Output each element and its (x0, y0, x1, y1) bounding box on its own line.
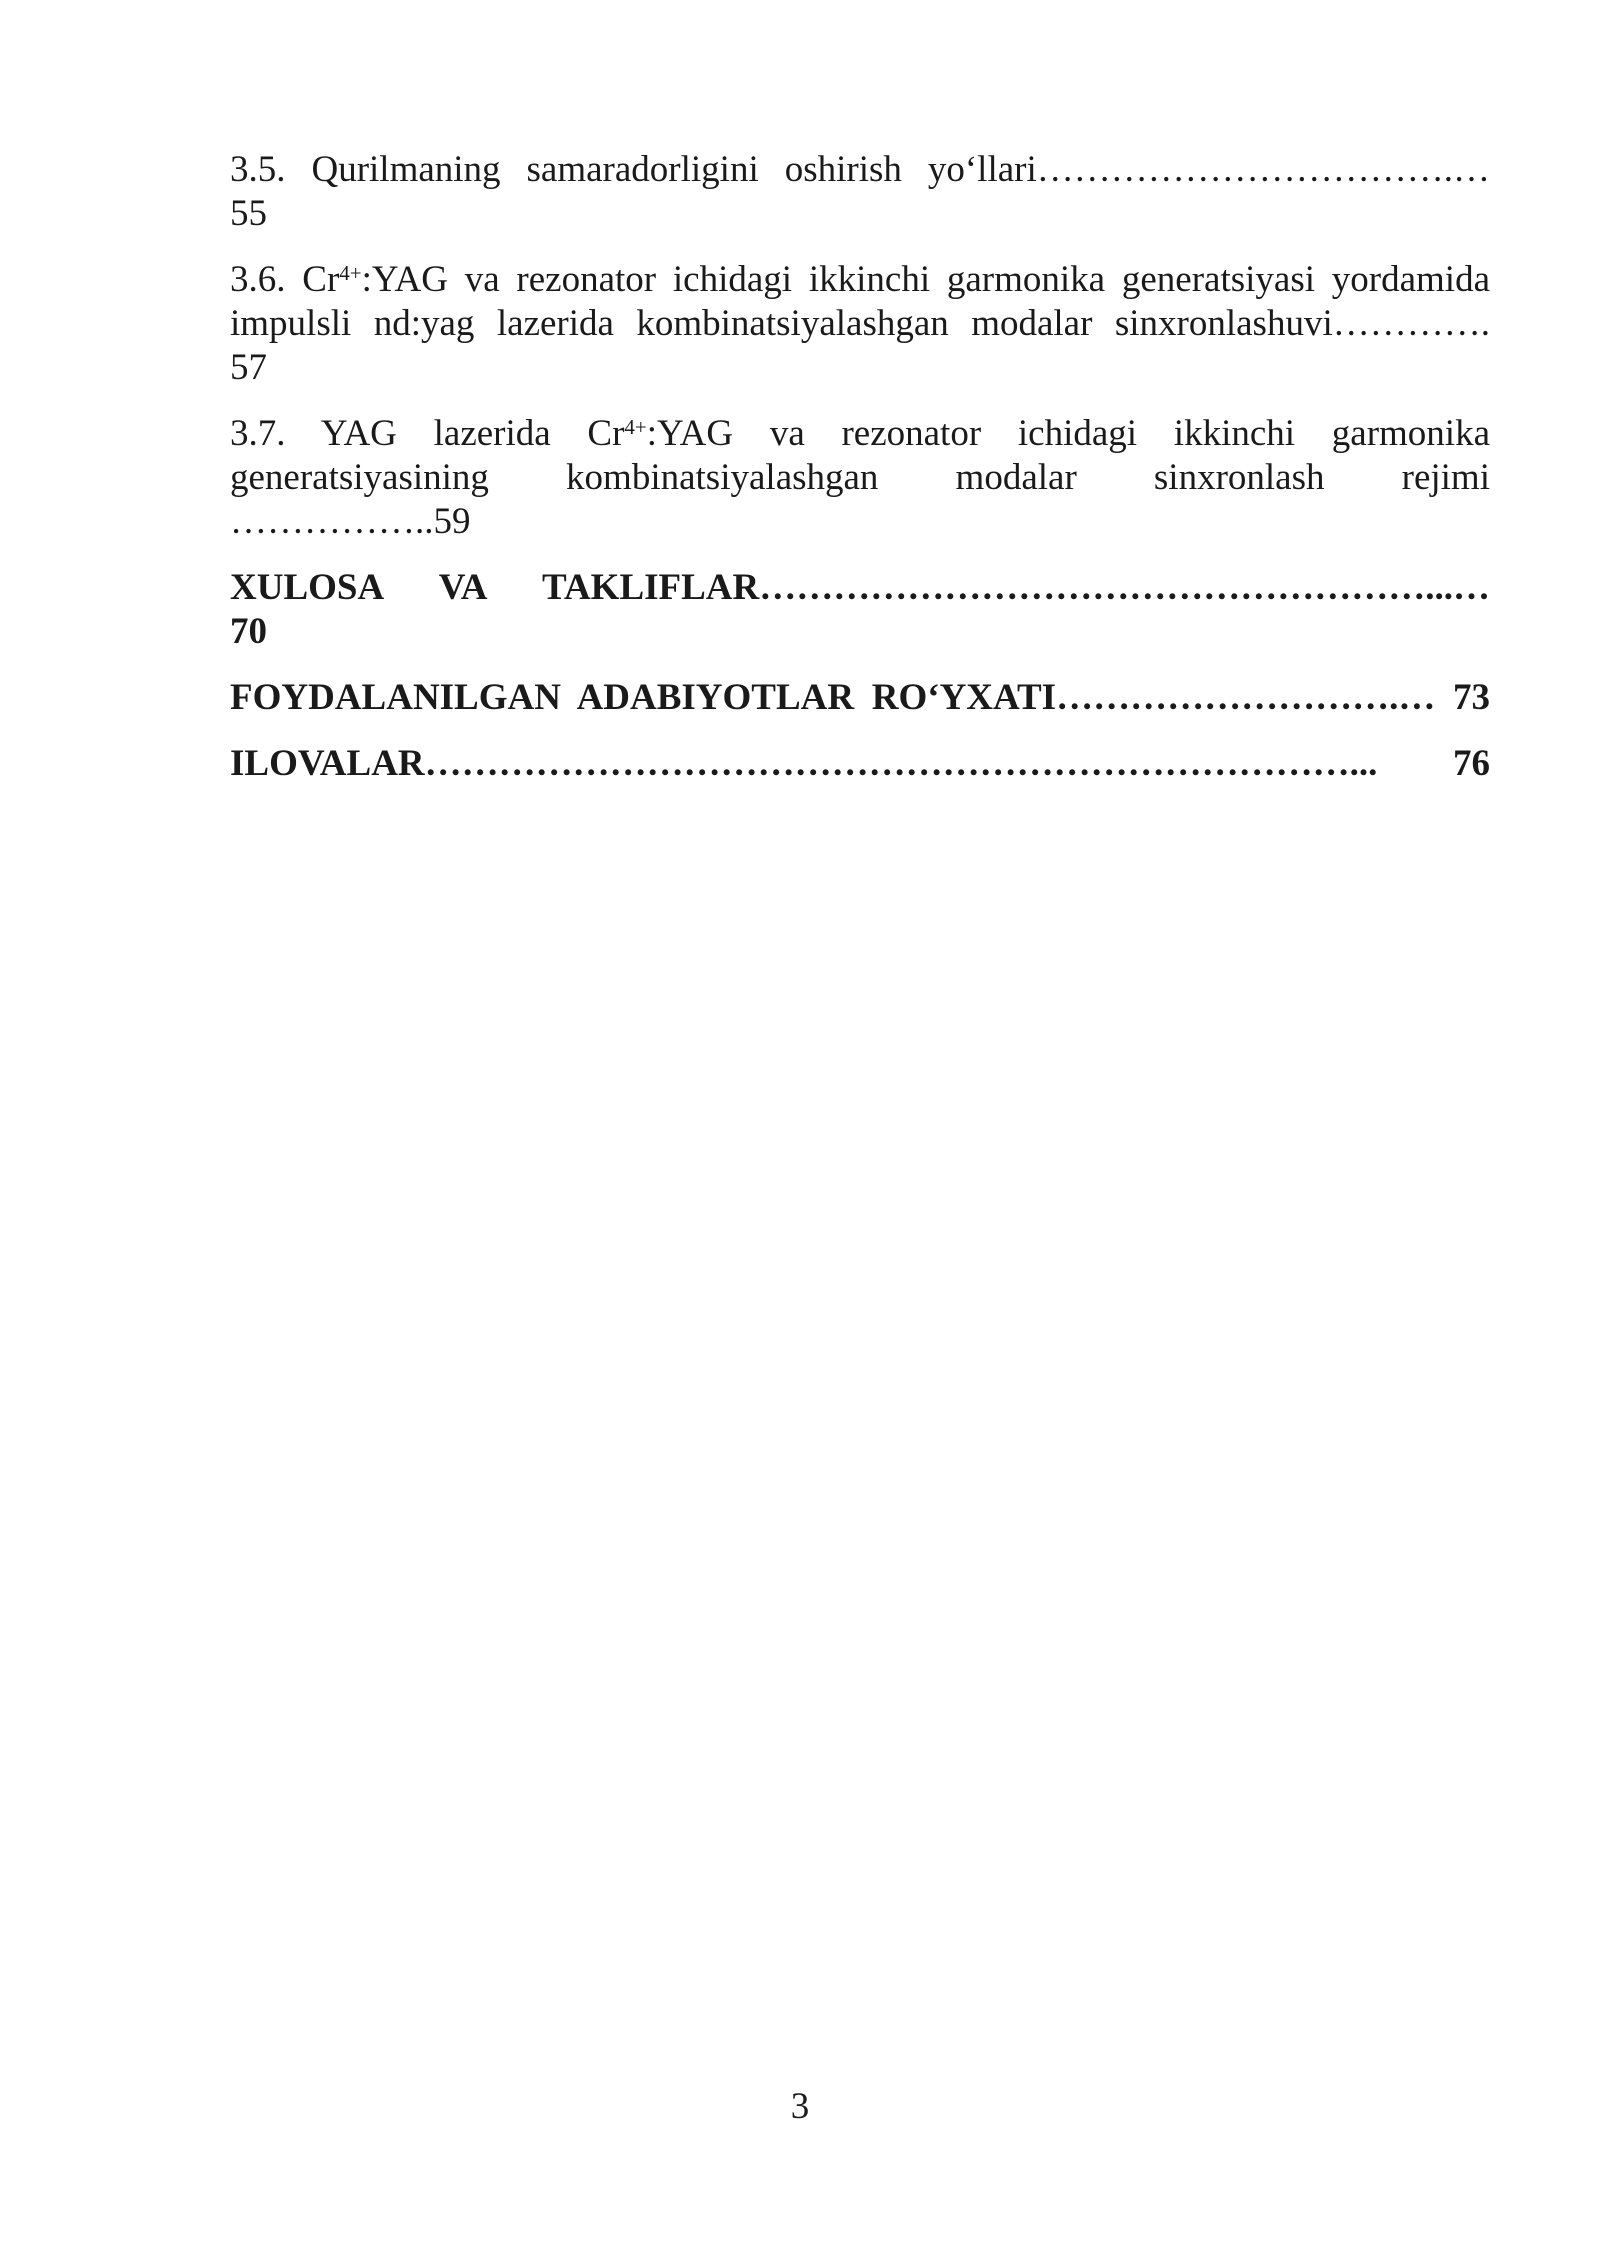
table-of-contents (230, 148, 1490, 808)
toc-entry-3-5-title: 3.5. Qurilmaning samaradorligini oshirish yo‘llari…………………………….… (230, 149, 1490, 190)
toc-entry-3-7-line-2: generatsiyasining kombinatsiyalashgan modalar sinxronlash rejimi (230, 457, 1490, 498)
toc-entry-3-6-line-1: 3.6. $Cr^{4+}:YAG$ va rezonator ichidagi ikkinchi garmonika generatsiyasi yordamida (230, 259, 1491, 300)
toc-entry-3-5[interactable] (230, 148, 1490, 192)
superscript: 4+ (339, 260, 362, 285)
toc-entry-appendices-title: ILOVALAR…………………………………………………………………... 76 (230, 743, 1490, 784)
toc-entry-3-6-line-2: impulsli nd:yag lazerida kombinatsiyalashgan modalar sinxronlashuvi…………. (230, 303, 1490, 344)
toc-entry-3-5-page (230, 192, 1490, 236)
page-number: 3 (790, 2086, 810, 2127)
toc-entry-conclusions[interactable] (230, 566, 1490, 610)
superscript: 4+ (624, 414, 647, 439)
toc-entry-conclusions-page (230, 610, 1490, 654)
toc-entry-references-title: FOYDALANILGAN ADABIYOTLAR RO‘YXATI……………………….… 73 (230, 677, 1490, 718)
toc-entry-appendices[interactable] (230, 742, 1490, 786)
toc-entry-3-7-line-3: ……………..59 (230, 501, 471, 542)
toc-entry-3-6[interactable] (230, 258, 1490, 390)
toc-entry-3-5-page-number: 55 (230, 193, 267, 234)
toc-entry-3-6-page-number: 57 (230, 347, 267, 388)
toc-entry-3-7-line-1: 3.7. YAG lazerida $Cr^{4+}:YAG$ va rezonator ichidagi ikkinchi garmonika (230, 413, 1490, 454)
toc-entry-3-7[interactable] (230, 412, 1490, 544)
toc-entry-references[interactable] (230, 676, 1490, 720)
toc-entry-conclusions-title: XULOSA VA TAKLIFLAR………………………………………………...… (230, 567, 1490, 608)
toc-entry-conclusions-page-number: 70 (230, 611, 267, 652)
